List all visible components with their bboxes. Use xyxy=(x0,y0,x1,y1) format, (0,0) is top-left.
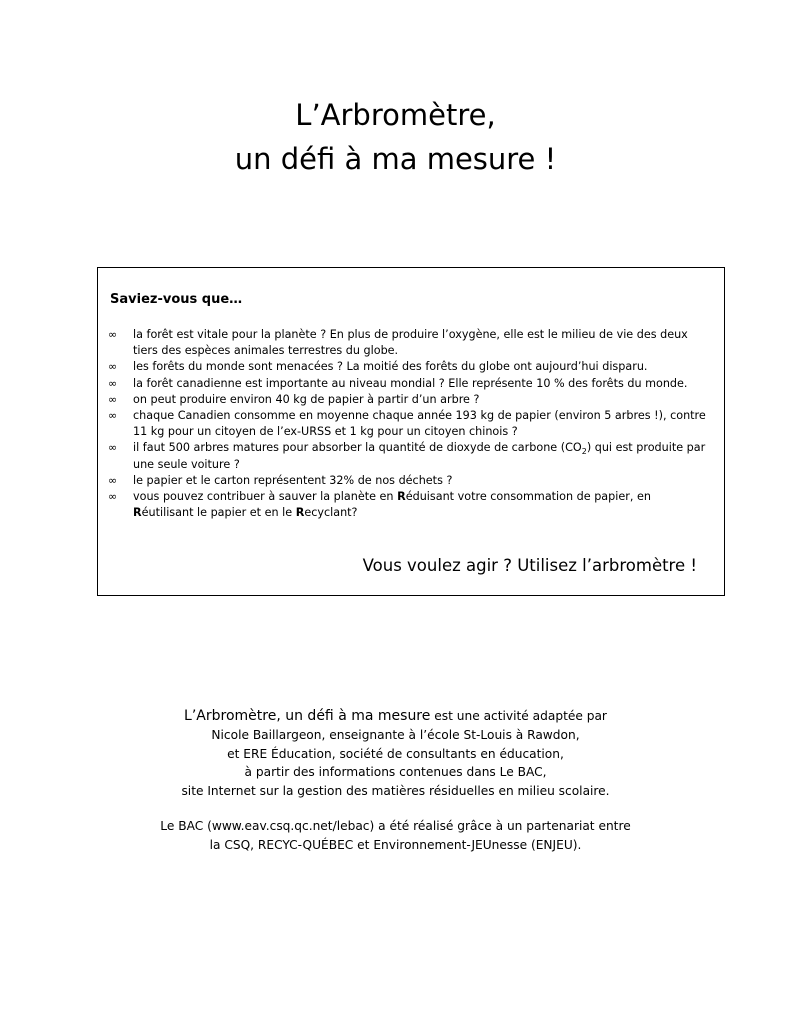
list-item xyxy=(108,473,708,489)
credits-line-5: site Internet sur la gestion des matières résiduelles en milieu scolaire. xyxy=(181,784,610,799)
infinity-bullet-icon: ∞ xyxy=(108,360,118,374)
list-item xyxy=(108,440,708,472)
partner-line-1: Le BAC (www.eav.csq.qc.net/lebac) a été réalisé grâce à un partenariat entre xyxy=(160,819,631,833)
bold-r-letter: R xyxy=(133,506,142,520)
credits-line-1 xyxy=(0,707,791,726)
partner-block xyxy=(0,817,791,855)
credits-block xyxy=(0,707,791,801)
credits-line-4: à partir des informations contenues dans Le BAC, xyxy=(244,765,547,780)
list-item xyxy=(108,392,708,408)
partner-line-2: la CSQ, RECYC-QUÉBEC et Environnement-JEUnesse (ENJEU). xyxy=(209,837,582,852)
call-to-action: Vous voulez agir ? Utilisez l’arbromètre ! xyxy=(362,556,697,575)
infinity-bullet-icon: ∞ xyxy=(108,490,118,504)
fact-text-part: ) qui est produite par une seule voiture ? xyxy=(133,441,706,471)
credits-line-3: et ERE Éducation, société de consultants en éducation, xyxy=(227,746,564,761)
fact-text: la forêt est vitale pour la planète ? En plus de produire l’oxygène, elle est le milieu de vie des deux tiers des espèces animales terrestres du globe. xyxy=(133,328,688,358)
co2-subscript: 2 xyxy=(581,447,587,457)
fact-text-part: il faut 500 arbres matures pour absorber la quantité de dioxyde de carbone (CO xyxy=(133,441,582,455)
fact-text-part: éduisant votre consommation de papier, en xyxy=(405,490,651,504)
infinity-bullet-icon: ∞ xyxy=(108,328,118,341)
infinity-bullet-icon: ∞ xyxy=(108,473,118,487)
infinity-bullet-icon: ∞ xyxy=(108,409,118,423)
list-item xyxy=(108,376,708,392)
activity-suffix: est une activité adaptée par xyxy=(430,709,607,723)
title-line-1: L’Arbromètre, xyxy=(295,98,496,132)
infinity-bullet-icon: ∞ xyxy=(108,441,118,455)
fact-text: la forêt canadienne est importante au niveau mondial ? Elle représente 10 % des forêts du monde. xyxy=(133,376,688,390)
fact-text xyxy=(133,490,651,519)
fact-text: le papier et le carton représentent 32% de nos déchets ? xyxy=(133,473,453,487)
activity-name: L’Arbromètre, un défi à ma mesure xyxy=(184,708,431,724)
infinity-bullet-icon: ∞ xyxy=(108,392,118,406)
credits-line-2: Nicole Baillargeon, enseignante à l’école St-Louis à Rawdon, xyxy=(211,727,580,742)
fact-text-part: vous pouvez contribuer à sauver la planète en xyxy=(133,490,398,504)
facts-box xyxy=(97,267,725,596)
infinity-bullet-icon: ∞ xyxy=(108,376,118,390)
bold-r-letter: R xyxy=(397,490,406,504)
list-item xyxy=(108,489,708,521)
list-item xyxy=(108,327,708,359)
fact-text: chaque Canadien consomme en moyenne chaque année 193 kg de papier (environ 5 arbres !), contre 11 kg pour un citoyen de l’ex-URSS et 1 kg pour un citoyen chinois ? xyxy=(133,409,706,439)
fact-text-part: éutilisant le papier et en le xyxy=(141,506,296,520)
fact-text: les forêts du monde sont menacées ? La moitié des forêts du globe ont aujourd’hui disparu. xyxy=(133,360,648,374)
list-item xyxy=(108,359,708,375)
fact-text-part: ecyclant? xyxy=(304,506,358,520)
box-heading: Saviez-vous que… xyxy=(110,292,243,307)
fact-text xyxy=(133,441,705,470)
facts-list xyxy=(108,327,708,521)
fact-text: on peut produire environ 40 kg de papier à partir d’un arbre ? xyxy=(133,392,480,406)
title-line-2: un défi à ma mesure ! xyxy=(234,142,557,176)
list-item xyxy=(108,408,708,440)
bold-r-letter: R xyxy=(295,506,305,520)
